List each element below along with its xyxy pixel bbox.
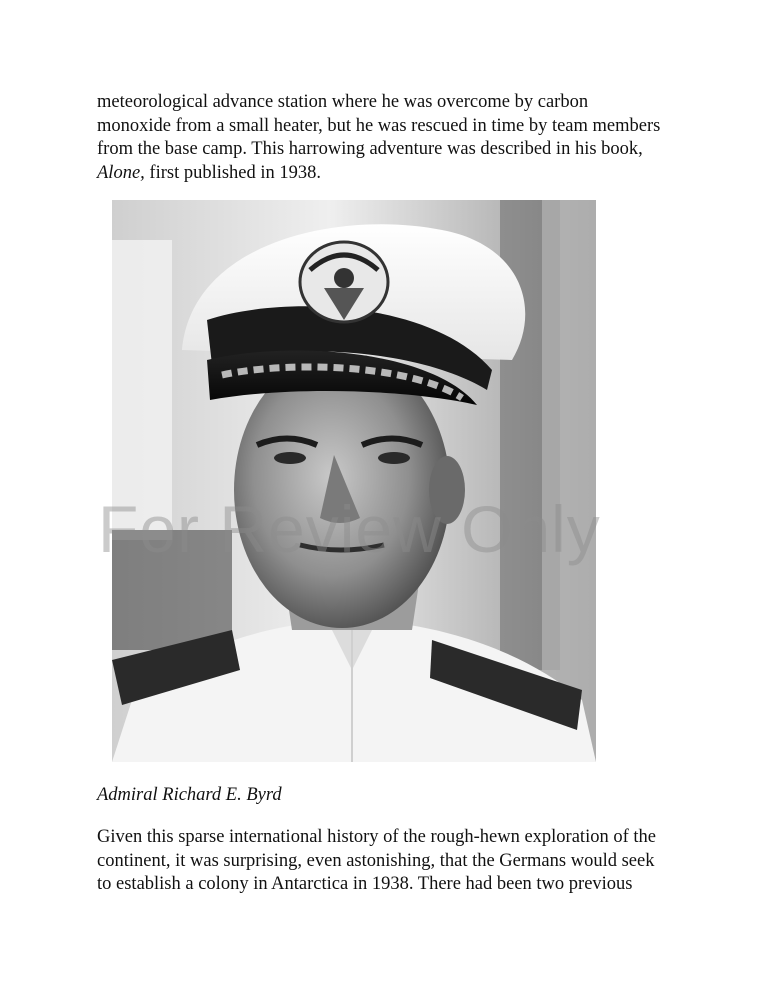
portrait-illustration — [112, 200, 596, 762]
portrait-photo — [112, 200, 596, 762]
text-line: to establish a colony in Antarctica in 1938. There had been two previous — [97, 874, 633, 894]
book-title: Alone, — [97, 162, 145, 183]
figure-caption: Admiral Richard E. Byrd — [97, 785, 282, 805]
paragraph-bottom — [97, 826, 697, 897]
text-line — [97, 162, 697, 186]
text-line: Given this sparse international history of the rough-hewn exploration of the — [97, 827, 656, 847]
text-line: from the base camp. This harrowing adventure was described in his book, — [97, 139, 643, 159]
cap-badge-icon — [300, 242, 388, 322]
text-line: continent, it was surprising, even astonishing, that the Germans would seek — [97, 850, 655, 871]
paragraph-top — [97, 91, 697, 185]
text-line: monoxide from a small heater, but he was rescued in time by team members — [97, 115, 661, 136]
text-fragment: first published in 1938. — [144, 162, 322, 183]
watermark: For Review Only — [98, 492, 601, 566]
text-line: meteorological advance station where he was overcome by carbon — [97, 92, 589, 112]
